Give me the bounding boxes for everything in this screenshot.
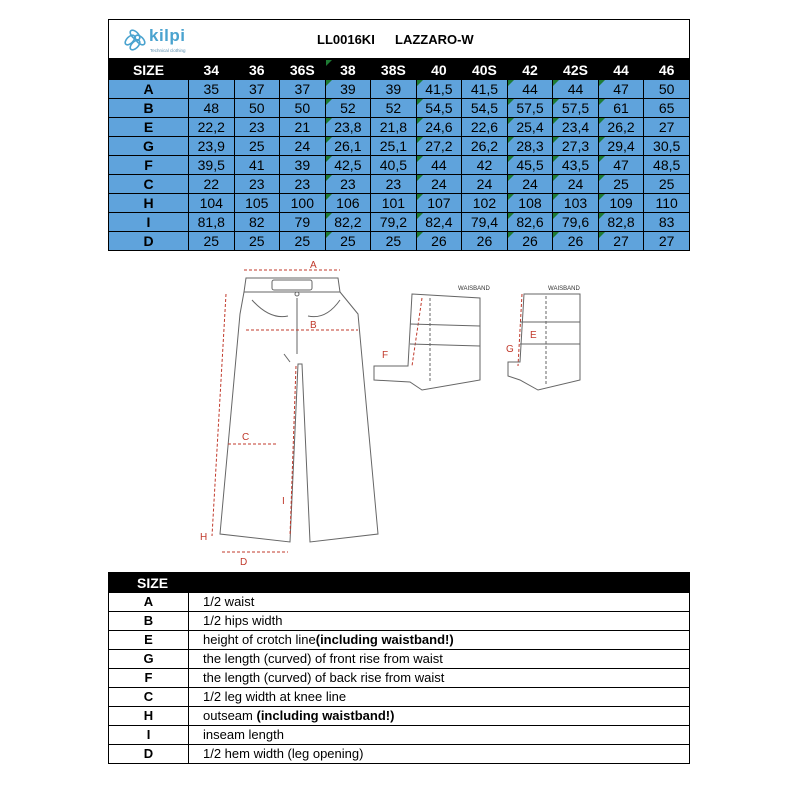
- waistband-label-back: WAISBAND: [548, 286, 580, 292]
- size-value-cell: 40,5: [371, 156, 417, 175]
- legend-row: [109, 650, 690, 669]
- size-column-header: 40S: [462, 60, 508, 80]
- size-value-cell: 48,5: [644, 156, 690, 175]
- size-header-row: [109, 60, 690, 80]
- legend-row: [109, 631, 690, 650]
- size-value-cell: 39: [280, 156, 326, 175]
- legend-text: outseam: [203, 708, 257, 723]
- measurement-code: C: [109, 175, 189, 194]
- size-value-cell: 26,1: [325, 137, 371, 156]
- size-value-cell: 47: [598, 156, 644, 175]
- size-value-cell: 23: [371, 175, 417, 194]
- size-value-cell: 25: [598, 175, 644, 194]
- legend-description: [189, 726, 690, 745]
- label-c: C: [242, 432, 250, 443]
- legend-description: [189, 688, 690, 707]
- size-value-cell: 61: [598, 99, 644, 118]
- size-value-cell: 27,3: [553, 137, 599, 156]
- size-value-cell: 110: [644, 194, 690, 213]
- size-value-cell: 26,2: [462, 137, 508, 156]
- size-value-cell: 39: [325, 80, 371, 99]
- size-value-cell: 26: [553, 232, 599, 251]
- legend-row: [109, 612, 690, 631]
- size-value-cell: 25: [644, 175, 690, 194]
- size-value-cell: 29,4: [598, 137, 644, 156]
- size-value-cell: 21,8: [371, 118, 417, 137]
- measurement-code: G: [109, 137, 189, 156]
- size-value-cell: 37: [280, 80, 326, 99]
- label-h: H: [200, 532, 208, 543]
- size-value-cell: 82,8: [598, 213, 644, 232]
- legend-code: I: [109, 726, 189, 745]
- size-value-cell: 26,2: [598, 118, 644, 137]
- size-value-cell: 103: [553, 194, 599, 213]
- size-value-cell: 22: [189, 175, 235, 194]
- legend-description: [189, 631, 690, 650]
- legend-description: [189, 612, 690, 631]
- legend-row: [109, 745, 690, 764]
- size-value-cell: 26: [507, 232, 553, 251]
- size-value-cell: 54,5: [462, 99, 508, 118]
- legend-text: 1/2 leg width at knee line: [203, 689, 347, 704]
- legend-text: 1/2 waist: [203, 594, 255, 609]
- size-value-cell: 27: [644, 232, 690, 251]
- size-value-cell: 48: [189, 99, 235, 118]
- size-value-cell: 82,4: [416, 213, 462, 232]
- legend-note: (including waistband!): [315, 632, 454, 647]
- size-table-row: [109, 156, 690, 175]
- size-table-row: [109, 99, 690, 118]
- legend-text: height of crotch line: [203, 632, 316, 647]
- legend-code: D: [109, 745, 189, 764]
- legend-row: [109, 707, 690, 726]
- size-value-cell: 23: [325, 175, 371, 194]
- label-a: A: [310, 260, 317, 271]
- size-value-cell: 104: [189, 194, 235, 213]
- size-table-row: [109, 118, 690, 137]
- legend-note: (including waistband!): [256, 708, 395, 723]
- size-value-cell: 50: [280, 99, 326, 118]
- size-value-cell: 25: [189, 232, 235, 251]
- size-value-cell: 24: [280, 137, 326, 156]
- size-value-cell: 24: [507, 175, 553, 194]
- size-value-cell: 79,2: [371, 213, 417, 232]
- measurement-code: D: [109, 232, 189, 251]
- size-column-header: 44: [598, 60, 644, 80]
- size-value-cell: 82,2: [325, 213, 371, 232]
- kilpi-logo-icon: [121, 26, 149, 54]
- size-value-cell: 35: [189, 80, 235, 99]
- legend-row: [109, 593, 690, 612]
- size-value-cell: 22,2: [189, 118, 235, 137]
- size-value-cell: 25,1: [371, 137, 417, 156]
- size-value-cell: 44: [416, 156, 462, 175]
- size-value-cell: 23: [234, 175, 280, 194]
- waistband-label-front: WAISBAND: [458, 286, 490, 292]
- brand-logo: [121, 24, 211, 56]
- legend-code: E: [109, 631, 189, 650]
- size-value-cell: 23,9: [189, 137, 235, 156]
- size-table-row: [109, 137, 690, 156]
- measurement-code: B: [109, 99, 189, 118]
- size-table-row: [109, 194, 690, 213]
- size-value-cell: 37: [234, 80, 280, 99]
- size-value-cell: 41: [234, 156, 280, 175]
- legend-text: 1/2 hips width: [203, 613, 283, 628]
- legend-code: F: [109, 669, 189, 688]
- label-f: F: [382, 350, 389, 361]
- measurement-diagram: [190, 254, 610, 570]
- size-value-cell: 79: [280, 213, 326, 232]
- size-table-row: [109, 175, 690, 194]
- size-column-header: 42S: [553, 60, 599, 80]
- size-value-cell: 42,5: [325, 156, 371, 175]
- size-value-cell: 100: [280, 194, 326, 213]
- size-column-header: 34: [189, 60, 235, 80]
- legend-row: [109, 669, 690, 688]
- size-column-header: 36: [234, 60, 280, 80]
- size-value-cell: 27: [598, 232, 644, 251]
- size-value-cell: 24: [416, 175, 462, 194]
- label-e: E: [530, 330, 537, 341]
- legend-text: inseam length: [203, 727, 284, 742]
- size-value-cell: 23: [280, 175, 326, 194]
- legend-description: [189, 707, 690, 726]
- size-value-cell: 82,6: [507, 213, 553, 232]
- size-value-cell: 102: [462, 194, 508, 213]
- size-value-cell: 25: [325, 232, 371, 251]
- size-column-header: 36S: [280, 60, 326, 80]
- size-value-cell: 25: [280, 232, 326, 251]
- size-value-cell: 28,3: [507, 137, 553, 156]
- size-value-cell: 25: [234, 137, 280, 156]
- size-value-cell: 79,4: [462, 213, 508, 232]
- legend-text: 1/2 hem width (leg opening): [203, 746, 364, 761]
- size-value-cell: 23: [234, 118, 280, 137]
- size-value-cell: 82: [234, 213, 280, 232]
- measurement-code: I: [109, 213, 189, 232]
- size-column-header: 46: [644, 60, 690, 80]
- legend-description: [189, 745, 690, 764]
- label-d: D: [240, 557, 248, 568]
- size-value-cell: 109: [598, 194, 644, 213]
- size-value-cell: 25,4: [507, 118, 553, 137]
- size-value-cell: 25: [371, 232, 417, 251]
- product-name: LAZZARO-W: [395, 32, 474, 47]
- size-value-cell: 42: [462, 156, 508, 175]
- measurement-code: A: [109, 80, 189, 99]
- size-value-cell: 50: [234, 99, 280, 118]
- size-value-cell: 27,2: [416, 137, 462, 156]
- size-value-cell: 24,6: [416, 118, 462, 137]
- size-value-cell: 44: [553, 80, 599, 99]
- size-column-header: 38S: [371, 60, 417, 80]
- pants-front-drawing: [220, 278, 378, 542]
- size-value-cell: 45,5: [507, 156, 553, 175]
- size-value-cell: 52: [325, 99, 371, 118]
- size-value-cell: 65: [644, 99, 690, 118]
- size-table-row: [109, 232, 690, 251]
- legend-header-row: [109, 573, 690, 593]
- logo-tagline: Technical clothing: [150, 48, 186, 53]
- size-value-cell: 26: [416, 232, 462, 251]
- size-value-cell: 106: [325, 194, 371, 213]
- label-i: I: [282, 496, 285, 507]
- front-rise-drawing: [374, 294, 480, 390]
- legend-text: the length (curved) of back rise from waist: [203, 670, 445, 685]
- size-table-row: [109, 80, 690, 99]
- size-value-cell: 39,5: [189, 156, 235, 175]
- legend-code: C: [109, 688, 189, 707]
- label-b: B: [310, 320, 317, 331]
- size-value-cell: 23,4: [553, 118, 599, 137]
- size-value-cell: 41,5: [462, 80, 508, 99]
- legend-description: [189, 593, 690, 612]
- size-value-cell: 107: [416, 194, 462, 213]
- size-value-cell: 27: [644, 118, 690, 137]
- measurement-code: E: [109, 118, 189, 137]
- back-rise-drawing: [508, 294, 580, 390]
- size-value-cell: 25: [234, 232, 280, 251]
- size-header-label: SIZE: [109, 60, 189, 80]
- size-value-cell: 43,5: [553, 156, 599, 175]
- size-value-cell: 83: [644, 213, 690, 232]
- legend-description: [189, 650, 690, 669]
- legend-text: the length (curved) of front rise from waist: [203, 651, 443, 666]
- size-value-cell: 26: [462, 232, 508, 251]
- measurement-code: H: [109, 194, 189, 213]
- size-value-cell: 30,5: [644, 137, 690, 156]
- legend-header: SIZE: [109, 573, 690, 593]
- size-value-cell: 41,5: [416, 80, 462, 99]
- size-value-cell: 50: [644, 80, 690, 99]
- legend-row: [109, 688, 690, 707]
- size-value-cell: 101: [371, 194, 417, 213]
- legend-code: B: [109, 612, 189, 631]
- size-value-cell: 23,8: [325, 118, 371, 137]
- size-value-cell: 81,8: [189, 213, 235, 232]
- label-g: G: [506, 344, 514, 355]
- size-table: [108, 59, 690, 251]
- product-code: LL0016KI: [317, 32, 375, 47]
- logo-wordmark: kilpi: [149, 26, 186, 45]
- size-value-cell: 79,6: [553, 213, 599, 232]
- size-column-header: 40: [416, 60, 462, 80]
- size-column-header: 42: [507, 60, 553, 80]
- size-value-cell: 39: [371, 80, 417, 99]
- size-value-cell: 44: [507, 80, 553, 99]
- size-value-cell: 47: [598, 80, 644, 99]
- size-value-cell: 108: [507, 194, 553, 213]
- size-value-cell: 24: [462, 175, 508, 194]
- size-value-cell: 105: [234, 194, 280, 213]
- size-value-cell: 57,5: [507, 99, 553, 118]
- legend-code: A: [109, 593, 189, 612]
- size-column-header: 38: [325, 60, 371, 80]
- size-table-row: [109, 213, 690, 232]
- header-bar: [108, 19, 690, 59]
- size-value-cell: 21: [280, 118, 326, 137]
- measurement-code: F: [109, 156, 189, 175]
- size-value-cell: 24: [553, 175, 599, 194]
- legend-description: [189, 669, 690, 688]
- size-value-cell: 57,5: [553, 99, 599, 118]
- legend-table: [108, 572, 690, 764]
- legend-row: [109, 726, 690, 745]
- size-value-cell: 22,6: [462, 118, 508, 137]
- legend-code: G: [109, 650, 189, 669]
- size-value-cell: 54,5: [416, 99, 462, 118]
- size-value-cell: 52: [371, 99, 417, 118]
- legend-code: H: [109, 707, 189, 726]
